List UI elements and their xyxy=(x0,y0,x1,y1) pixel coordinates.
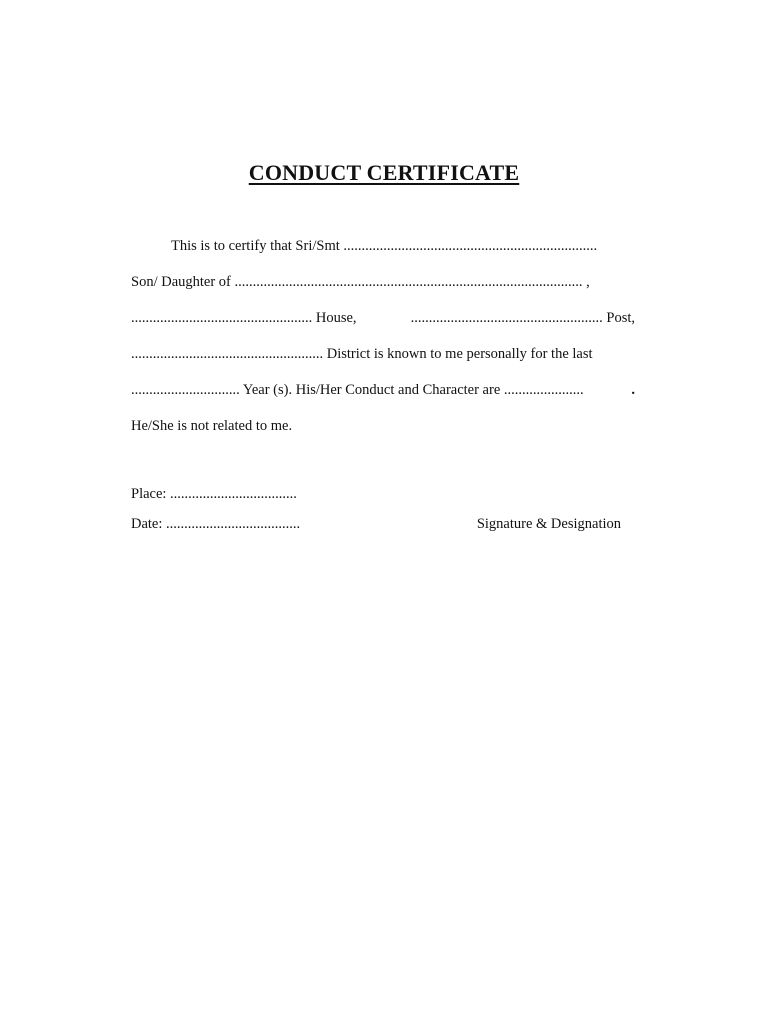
date-field: Date: ..................................... xyxy=(131,516,301,532)
signature-label: Signature & Designation xyxy=(476,516,621,532)
house-field: .................................................. House, xyxy=(131,310,357,326)
page-title: CONDUCT CERTIFICATE xyxy=(248,160,520,185)
address-line xyxy=(131,308,635,328)
date-signature-row xyxy=(131,514,621,534)
parent-line: Son/ Daughter of ................................................................................................ , xyxy=(131,274,590,290)
place-field: Place: ................................... xyxy=(131,486,297,502)
conduct-text: .............................. Year (s). His/Her Conduct and Character are ...................... xyxy=(131,382,584,398)
relation-line: He/She is not related to me. xyxy=(131,418,293,434)
certify-line: This is to certify that Sri/Smt ...................................................................... xyxy=(171,238,598,254)
conduct-period: . xyxy=(631,382,635,398)
conduct-line xyxy=(131,380,635,400)
post-field: ..................................................... Post, xyxy=(410,310,635,326)
district-line: ..................................................... District is known to me personally for the last xyxy=(131,346,593,362)
